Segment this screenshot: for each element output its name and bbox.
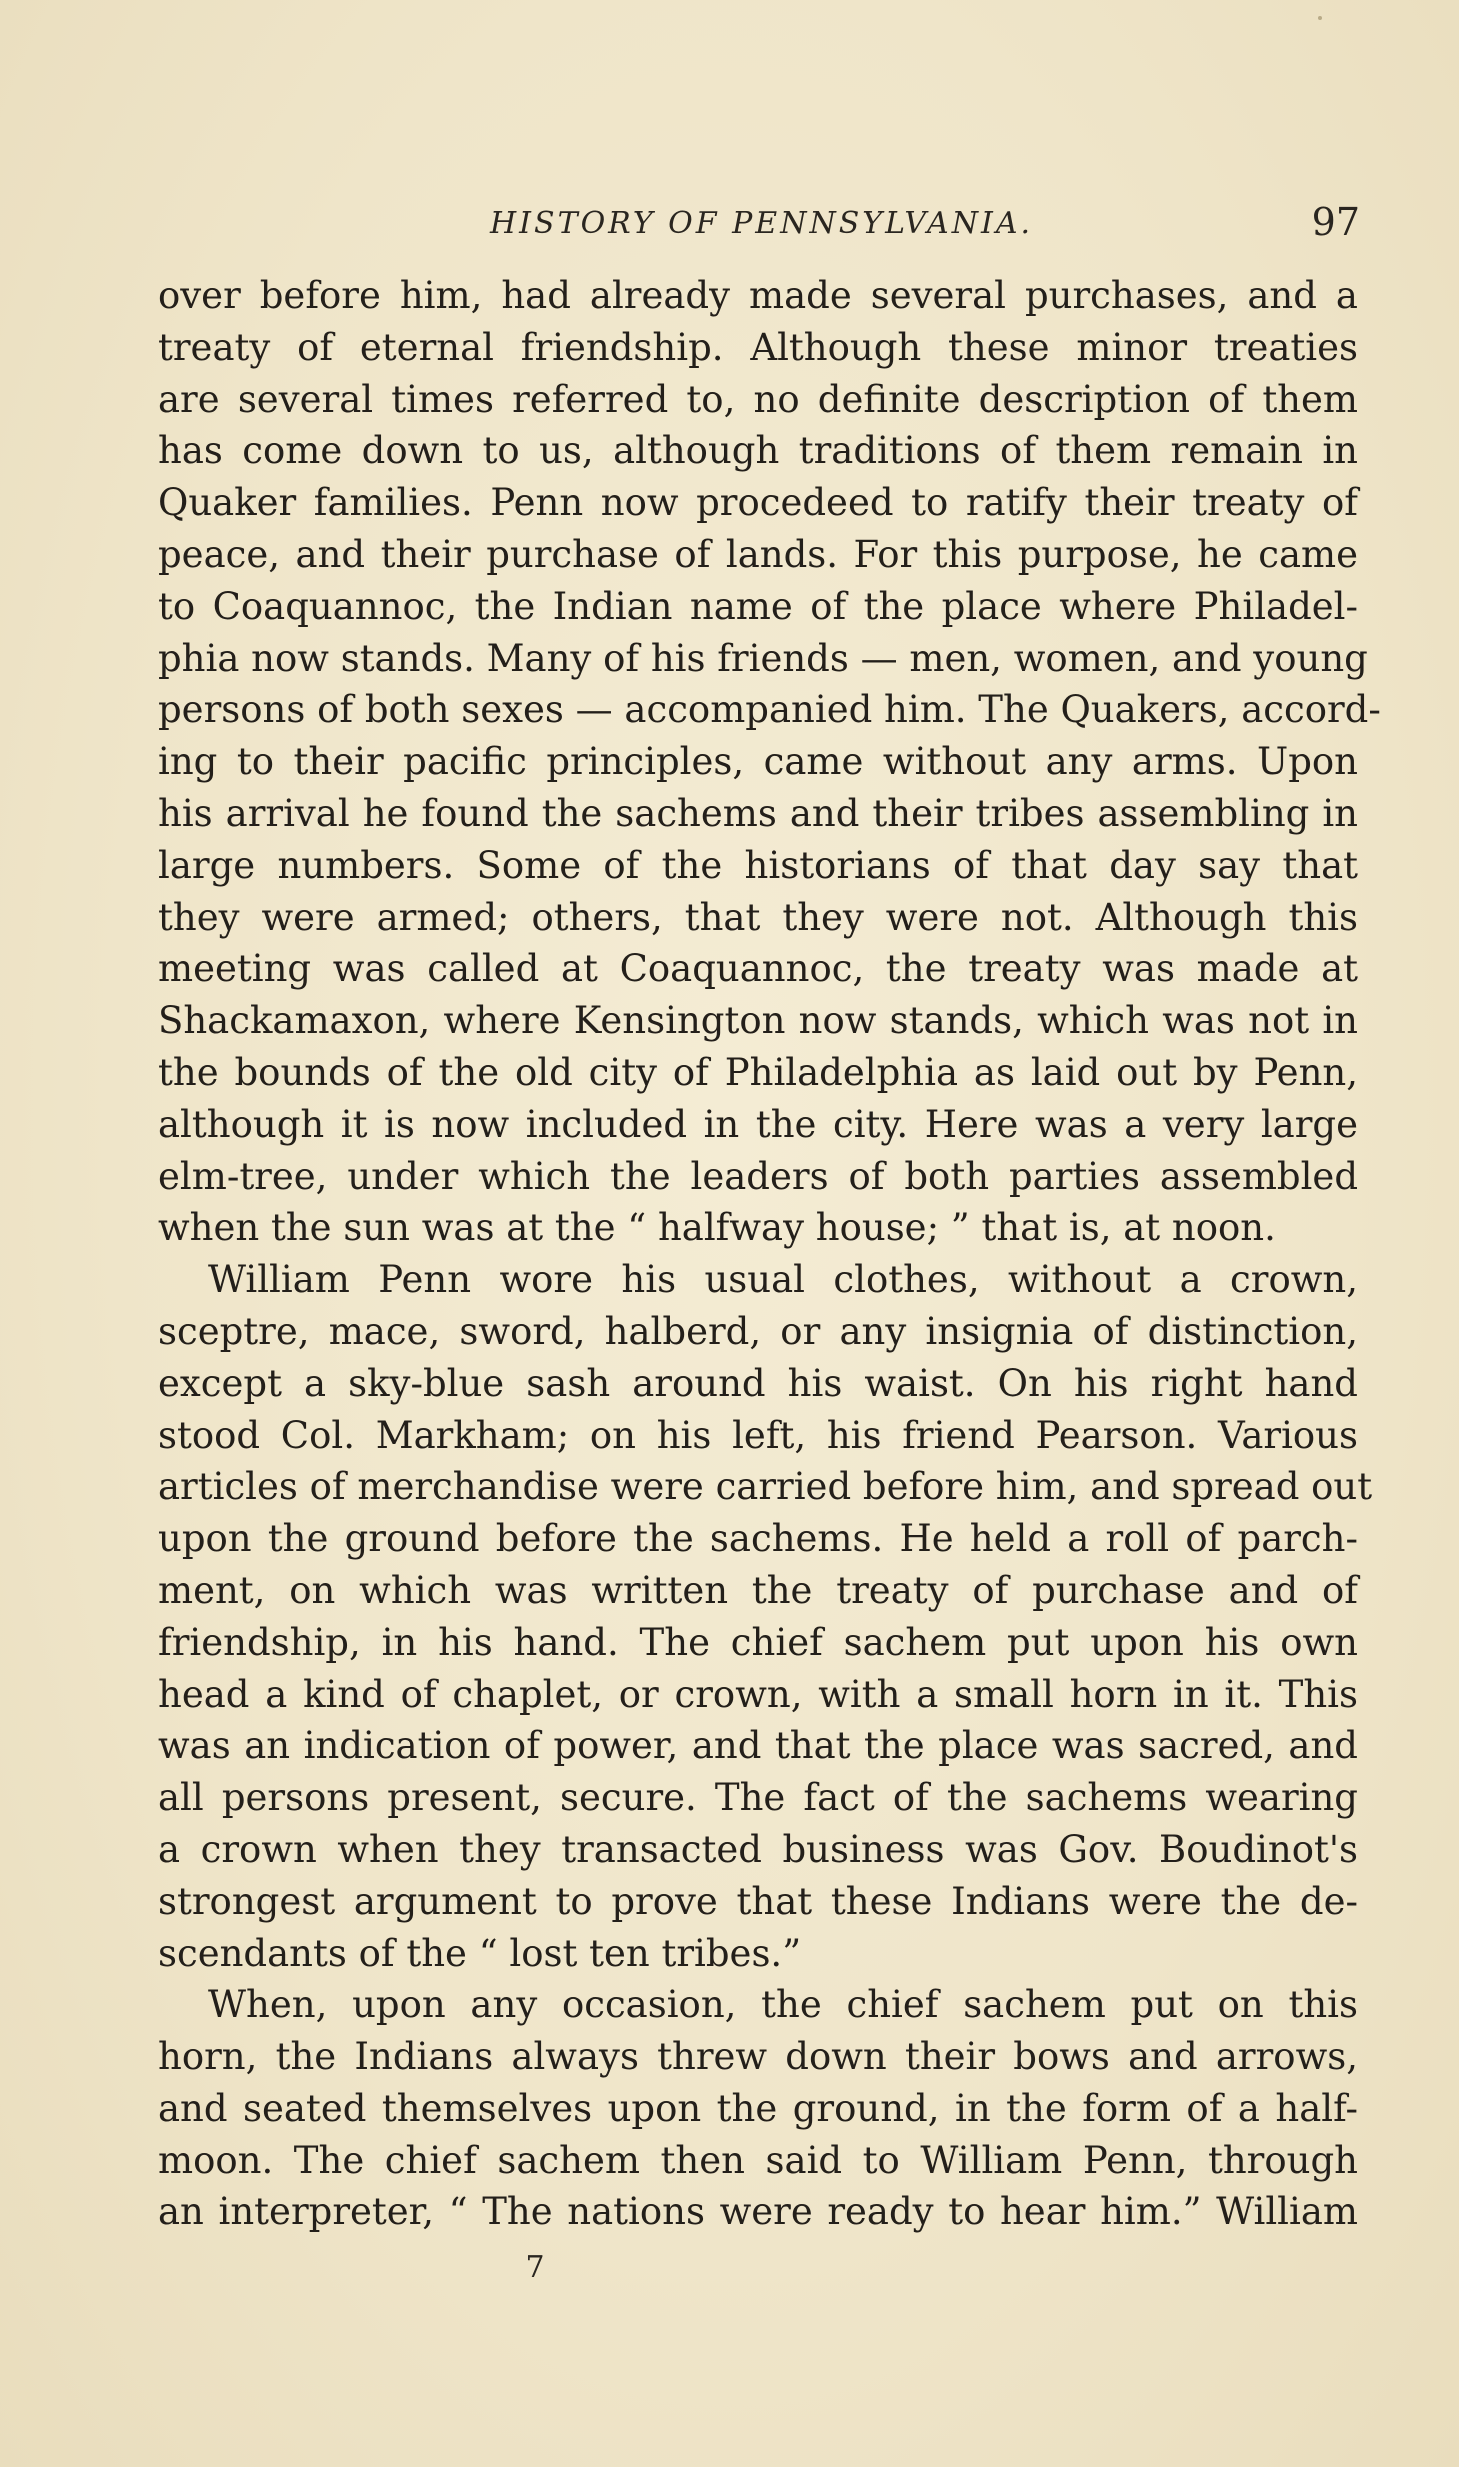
body-text	[158, 270, 1381, 2238]
text-line: friendship, in his hand. The chief sachem put upon his own	[158, 1620, 1358, 1664]
text-line: persons of both sexes — accompanied him. The Quakers, accord-	[158, 688, 1381, 732]
page-header	[490, 200, 1360, 256]
text-line: and seated themselves upon the ground, in the form of a half-	[158, 2086, 1358, 2130]
text-line: moon. The chief sachem then said to William Penn, through	[158, 2138, 1358, 2182]
text-line: the bounds of the old city of Philadelphia as laid out by Penn,	[158, 1050, 1358, 1094]
text-line: when the sun was at the “ halfway house; ” that is, at noon.	[158, 1206, 1276, 1250]
text-line: although it is now included in the city. Here was a very large	[158, 1102, 1358, 1146]
text-line: are several times referred to, no definite description of them	[158, 377, 1358, 421]
text-line: except a sky-blue sash around his waist. On his right hand	[158, 1361, 1358, 1405]
text-line: elm-tree, under which the leaders of both parties assembled	[158, 1154, 1358, 1198]
running-title: HISTORY OF PENNSYLVANIA.	[490, 206, 1034, 241]
text-line: meeting was called at Coaquannoc, the treaty was made at	[158, 947, 1358, 991]
paper-speck	[1318, 16, 1322, 20]
text-line: was an indication of power, and that the place was sacred, and	[158, 1724, 1358, 1768]
text-line: to Coaquannoc, the Indian name of the place where Philadel-	[158, 584, 1358, 628]
text-line: they were armed; others, that they were not. Although this	[158, 895, 1358, 939]
text-line: a crown when they transacted business was Gov. Boudinot's	[158, 1827, 1358, 1871]
text-line: phia now stands. Many of his friends — men, women, and young	[158, 636, 1368, 680]
text-line: over before him, had already made several purchases, and a	[158, 274, 1358, 317]
text-line: strongest argument to prove that these Indians were the de-	[158, 1879, 1358, 1923]
text-line: has come down to us, although traditions of them remain in	[158, 429, 1358, 473]
text-line: all persons present, secure. The fact of the sachems wearing	[158, 1776, 1358, 1820]
text-line: his arrival he found the sachems and their tribes assembling in	[158, 791, 1358, 835]
text-line: Shackamaxon, where Kensington now stands, which was not in	[158, 999, 1358, 1043]
signature-mark: 7	[525, 2250, 545, 2285]
paragraph-2	[158, 1254, 1373, 1979]
text-line: large numbers. Some of the historians of that day say that	[158, 843, 1358, 887]
text-line: When, upon any occasion, the chief sachem put on this	[208, 1983, 1358, 2027]
paragraph-3	[158, 1979, 1358, 2238]
text-line: ing to their pacific principles, came without any arms. Upon	[158, 740, 1358, 784]
text-line: horn, the Indians always threw down their bows and arrows,	[158, 2035, 1358, 2079]
text-line: scendants of the “ lost ten tribes.”	[158, 1931, 802, 1975]
text-line: William Penn wore his usual clothes, without a crown,	[208, 1258, 1358, 1302]
text-line: stood Col. Markham; on his left, his friend Pearson. Various	[158, 1413, 1358, 1457]
text-line: sceptre, mace, sword, halberd, or any insignia of distinction,	[158, 1309, 1358, 1353]
text-line: peace, and their purchase of lands. For this purpose, he came	[158, 532, 1358, 576]
text-line: an interpreter, “ The nations were ready to hear him.” William	[158, 2190, 1358, 2234]
paragraph-1	[158, 270, 1381, 1254]
text-line: head a kind of chaplet, or crown, with a small horn in it. This	[158, 1672, 1358, 1716]
page-number: 97	[1311, 200, 1360, 244]
text-line: ment, on which was written the treaty of purchase and of	[158, 1568, 1358, 1612]
text-line: treaty of eternal friendship. Although these minor treaties	[158, 325, 1358, 369]
text-line: articles of merchandise were carried before him, and spread out	[158, 1465, 1373, 1509]
text-line: Quaker families. Penn now procedeed to ratify their treaty of	[158, 481, 1358, 525]
text-line: upon the ground before the sachems. He held a roll of parch-	[158, 1517, 1358, 1561]
